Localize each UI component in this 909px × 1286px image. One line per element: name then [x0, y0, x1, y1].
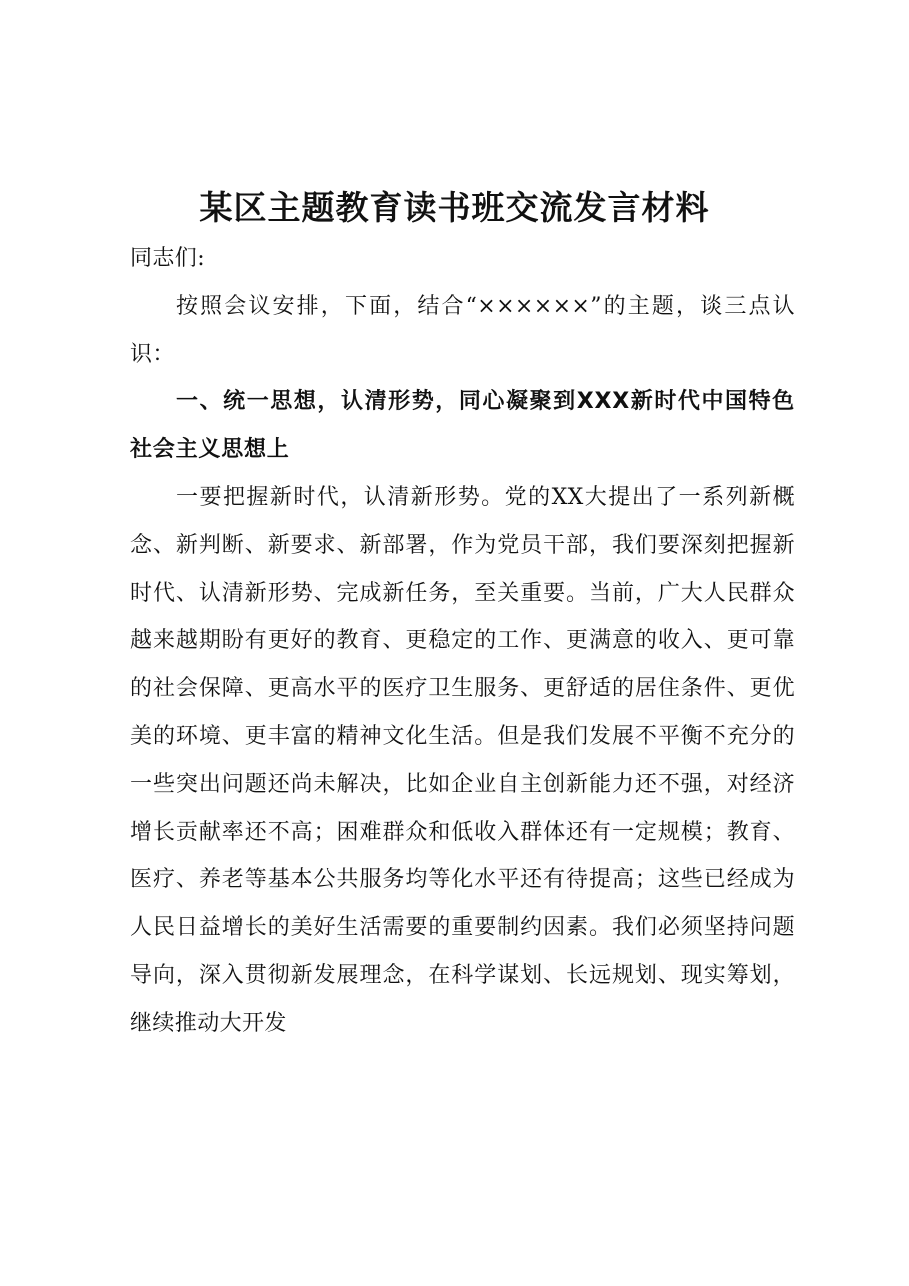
document-body [130, 235, 795, 1048]
salutation: 同志们: [130, 246, 206, 271]
intro-paragraph: 按照会议安排，下面，结合“××××××”的主题，谈三点认识： [130, 293, 795, 367]
document-title: 某区主题教育读书班交流发言材料 [199, 188, 710, 227]
body-paragraph: 一要把握新时代，认清新形势。党的XX大提出了一系列新概念、新判断、新要求、新部署，作为党员干部，我们要深刻把握新时代、认清新形势、完成新任务，至关重要。当前，广大人民群众越来越期盼有更好的教育、更稳定的工作、更满意的收入、更可靠的社会保障、更高水平的医疗卫生服务、更舒适的居住条件、更优美的环境、更丰富的精神文化生活。但是我们发展不平衡不充分的一些突出问题还尚未解决，比如企业自主创新能力还不强，对经济增长贡献率还不高；困难群众和低收入群体还有一定规模；教育、医疗、养老等基本公共服务均等化水平还有待提高；这些已经成为人民日益增长的美好生活需要的重要制约因素。我们必须坚持问题导向，深入贯彻新发展理念，在科学谋划、长远规划、现实筹划，继续推动大开发 [130, 484, 795, 1036]
section-heading: 一、统一思想，认清形势，同心凝聚到XXX新时代中国特色社会主义思想上 [130, 389, 795, 463]
